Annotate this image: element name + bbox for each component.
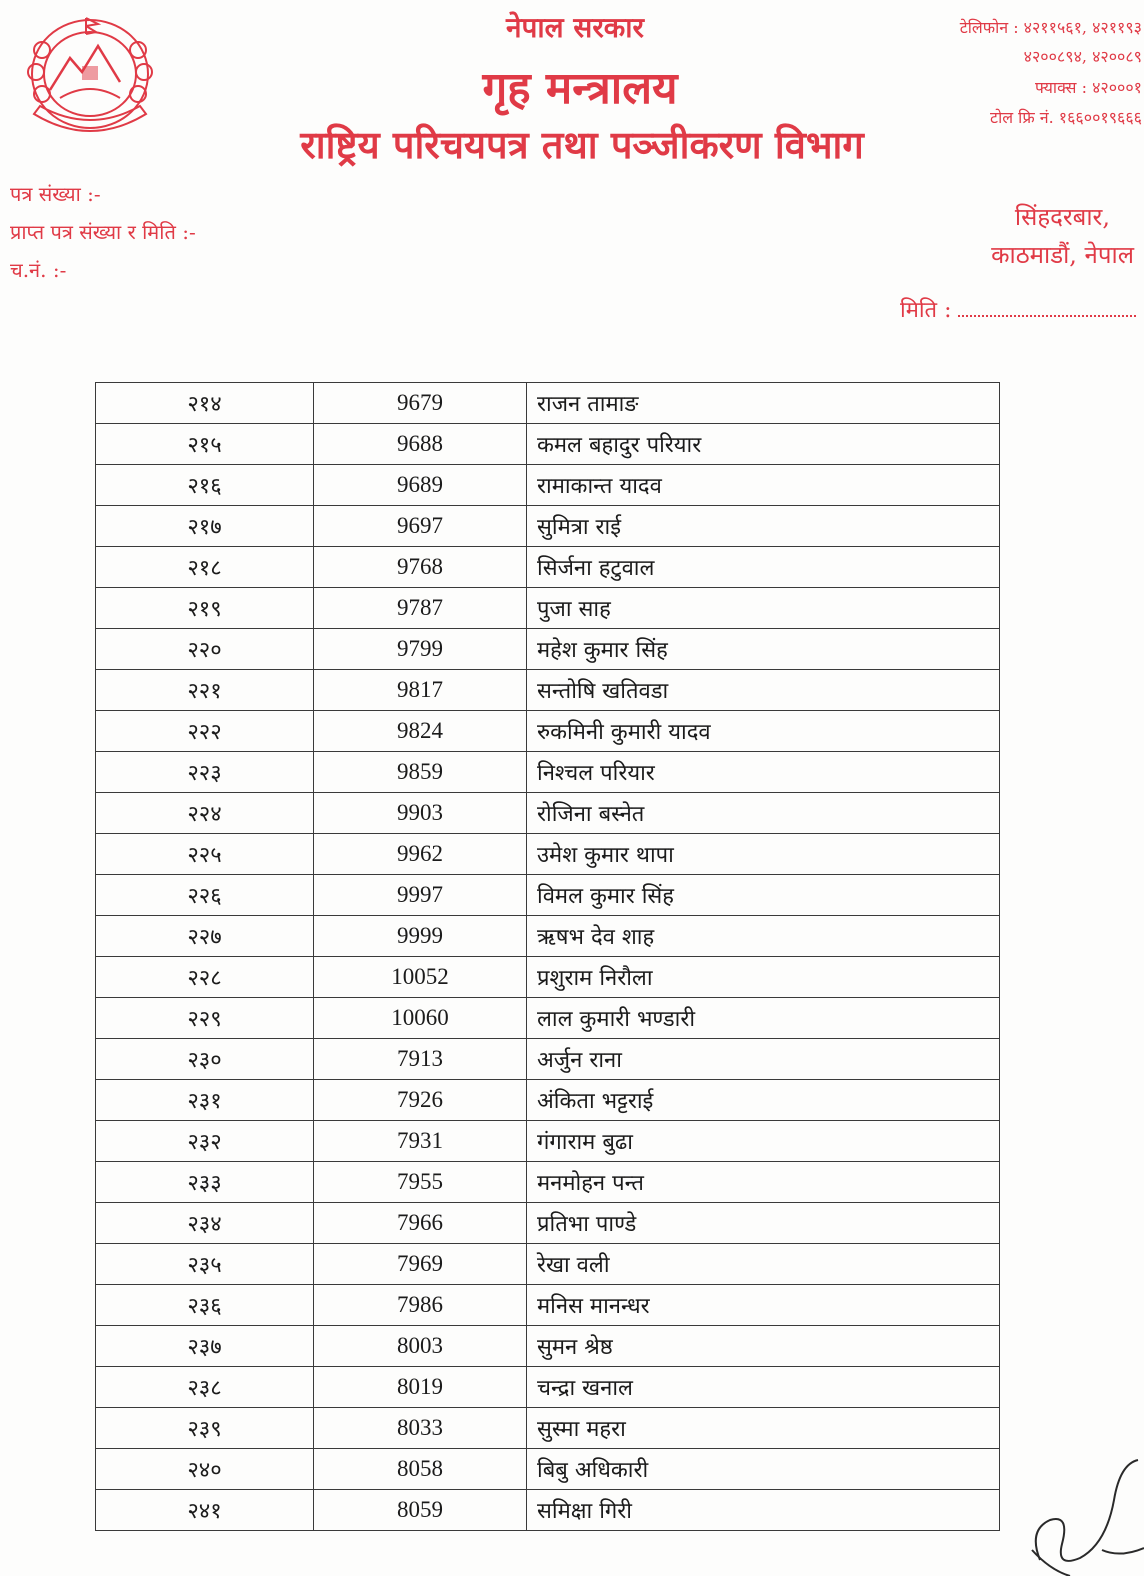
- table-row: [96, 957, 1000, 998]
- name-cell: उमेश कुमार थापा: [527, 834, 1000, 875]
- id-number-cell: 7955: [314, 1162, 527, 1203]
- id-number-cell: 9859: [314, 752, 527, 793]
- id-number-cell: 7931: [314, 1121, 527, 1162]
- id-number-cell: 7986: [314, 1285, 527, 1326]
- name-cell: रेखा वली: [527, 1244, 1000, 1285]
- name-cell: रोजिना बस्नेत: [527, 793, 1000, 834]
- table-row: [96, 1490, 1000, 1531]
- name-cell: सुमन श्रेष्ठ: [527, 1326, 1000, 1367]
- serial-number-cell: २४०: [96, 1449, 314, 1490]
- serial-number-cell: २३९: [96, 1408, 314, 1449]
- name-cell: निश्चल परियार: [527, 752, 1000, 793]
- table-row: [96, 834, 1000, 875]
- nepal-emblem-icon: [20, 10, 160, 138]
- ministry-title: गृह मन्त्रालय: [482, 63, 678, 114]
- table-row: [96, 793, 1000, 834]
- records-table: [95, 382, 1000, 1531]
- table-row: [96, 875, 1000, 916]
- id-number-cell: 7969: [314, 1244, 527, 1285]
- name-cell: अंकिता भट्टराई: [527, 1080, 1000, 1121]
- table-row: [96, 1080, 1000, 1121]
- table-row: [96, 383, 1000, 424]
- date-blank-line: [958, 297, 1136, 317]
- contact-phone-extra: ४२००८९४, ४२००८९: [1023, 47, 1142, 66]
- id-number-cell: 9903: [314, 793, 527, 834]
- id-number-cell: 9817: [314, 670, 527, 711]
- id-number-cell: 9768: [314, 547, 527, 588]
- serial-number-cell: २२८: [96, 957, 314, 998]
- table-row: [96, 1326, 1000, 1367]
- id-number-cell: 8019: [314, 1367, 527, 1408]
- name-cell: समिक्षा गिरी: [527, 1490, 1000, 1531]
- name-cell: चन्द्रा खनाल: [527, 1367, 1000, 1408]
- table-row: [96, 916, 1000, 957]
- name-cell: मनिस मानन्धर: [527, 1285, 1000, 1326]
- name-cell: बिबु अधिकारी: [527, 1449, 1000, 1490]
- id-number-cell: 9688: [314, 424, 527, 465]
- name-cell: पुजा साह: [527, 588, 1000, 629]
- dispatch-number-label: च.नं. :-: [10, 258, 67, 282]
- serial-number-cell: २२९: [96, 998, 314, 1039]
- name-cell: राजन तामाङ: [527, 383, 1000, 424]
- name-cell: सुस्मा महरा: [527, 1408, 1000, 1449]
- table-row: [96, 670, 1000, 711]
- table-row: [96, 629, 1000, 670]
- name-cell: प्रतिभा पाण्डे: [527, 1203, 1000, 1244]
- id-number-cell: 7966: [314, 1203, 527, 1244]
- table-row: [96, 547, 1000, 588]
- serial-number-cell: २२४: [96, 793, 314, 834]
- serial-number-cell: २३४: [96, 1203, 314, 1244]
- serial-number-cell: २१९: [96, 588, 314, 629]
- table-row: [96, 1203, 1000, 1244]
- id-number-cell: 8033: [314, 1408, 527, 1449]
- table-row: [96, 465, 1000, 506]
- name-cell: रुकमिनी कुमारी यादव: [527, 711, 1000, 752]
- serial-number-cell: २३२: [96, 1121, 314, 1162]
- id-number-cell: 9679: [314, 383, 527, 424]
- date-field: [900, 294, 1136, 324]
- address-line-2: काठमाडौं, नेपाल: [991, 241, 1134, 269]
- name-cell: मनमोहन पन्त: [527, 1162, 1000, 1203]
- table-row: [96, 424, 1000, 465]
- serial-number-cell: २१५: [96, 424, 314, 465]
- serial-number-cell: २४१: [96, 1490, 314, 1531]
- serial-number-cell: २३३: [96, 1162, 314, 1203]
- id-number-cell: 10060: [314, 998, 527, 1039]
- serial-number-cell: २३५: [96, 1244, 314, 1285]
- name-cell: कमल बहादुर परियार: [527, 424, 1000, 465]
- id-number-cell: 7926: [314, 1080, 527, 1121]
- serial-number-cell: २२१: [96, 670, 314, 711]
- table-row: [96, 711, 1000, 752]
- name-cell: गंगाराम बुढा: [527, 1121, 1000, 1162]
- serial-number-cell: २१७: [96, 506, 314, 547]
- name-cell: सुमित्रा राई: [527, 506, 1000, 547]
- name-cell: महेश कुमार सिंह: [527, 629, 1000, 670]
- serial-number-cell: २३६: [96, 1285, 314, 1326]
- id-number-cell: 10052: [314, 957, 527, 998]
- table-row: [96, 752, 1000, 793]
- date-label: मिति :: [900, 298, 952, 323]
- id-number-cell: 9787: [314, 588, 527, 629]
- name-cell: प्रशुराम निरौला: [527, 957, 1000, 998]
- serial-number-cell: २३८: [96, 1367, 314, 1408]
- address-line-1: सिंहदरबार,: [1014, 203, 1110, 231]
- id-number-cell: 9697: [314, 506, 527, 547]
- table-row: [96, 1367, 1000, 1408]
- id-number-cell: 9824: [314, 711, 527, 752]
- id-number-cell: 9962: [314, 834, 527, 875]
- name-cell: ऋषभ देव शाह: [527, 916, 1000, 957]
- letter-number-label: पत्र संख्या :-: [10, 182, 101, 206]
- serial-number-cell: २१८: [96, 547, 314, 588]
- id-number-cell: 9999: [314, 916, 527, 957]
- received-letter-label: प्राप्त पत्र संख्या र मिति :-: [10, 220, 196, 244]
- table-row: [96, 1121, 1000, 1162]
- name-cell: रामाकान्त यादव: [527, 465, 1000, 506]
- department-title: राष्ट्रिय परिचयपत्र तथा पञ्जीकरण विभाग: [300, 122, 864, 167]
- serial-number-cell: २२६: [96, 875, 314, 916]
- serial-number-cell: २३०: [96, 1039, 314, 1080]
- table-row: [96, 1162, 1000, 1203]
- records-table-body: [96, 383, 1000, 1531]
- serial-number-cell: २२३: [96, 752, 314, 793]
- name-cell: विमल कुमार सिंह: [527, 875, 1000, 916]
- id-number-cell: 8058: [314, 1449, 527, 1490]
- serial-number-cell: २२७: [96, 916, 314, 957]
- id-number-cell: 9689: [314, 465, 527, 506]
- table-row: [96, 588, 1000, 629]
- contact-toll-free: टोल फ्रि नं. १६६००१९६६६: [990, 108, 1142, 127]
- table-row: [96, 1244, 1000, 1285]
- serial-number-cell: २२५: [96, 834, 314, 875]
- contact-phone: टेलिफोन : ४२११५६१, ४२११९३: [959, 18, 1142, 37]
- table-row: [96, 1039, 1000, 1080]
- serial-number-cell: २३७: [96, 1326, 314, 1367]
- id-number-cell: 8003: [314, 1326, 527, 1367]
- serial-number-cell: २३१: [96, 1080, 314, 1121]
- government-title: नेपाल सरकार: [505, 11, 645, 44]
- serial-number-cell: २१४: [96, 383, 314, 424]
- serial-number-cell: २१६: [96, 465, 314, 506]
- name-cell: अर्जुन राना: [527, 1039, 1000, 1080]
- signature: [1010, 1440, 1144, 1576]
- serial-number-cell: २२२: [96, 711, 314, 752]
- table-row: [96, 1408, 1000, 1449]
- table-row: [96, 998, 1000, 1039]
- name-cell: लाल कुमारी भण्डारी: [527, 998, 1000, 1039]
- table-row: [96, 506, 1000, 547]
- contact-fax: फ्याक्स : ४२०००१: [1035, 78, 1142, 97]
- serial-number-cell: २२०: [96, 629, 314, 670]
- id-number-cell: 7913: [314, 1039, 527, 1080]
- name-cell: सन्तोषि खतिवडा: [527, 670, 1000, 711]
- id-number-cell: 9799: [314, 629, 527, 670]
- table-row: [96, 1285, 1000, 1326]
- id-number-cell: 9997: [314, 875, 527, 916]
- table-row: [96, 1449, 1000, 1490]
- id-number-cell: 8059: [314, 1490, 527, 1531]
- name-cell: सिर्जना हटुवाल: [527, 547, 1000, 588]
